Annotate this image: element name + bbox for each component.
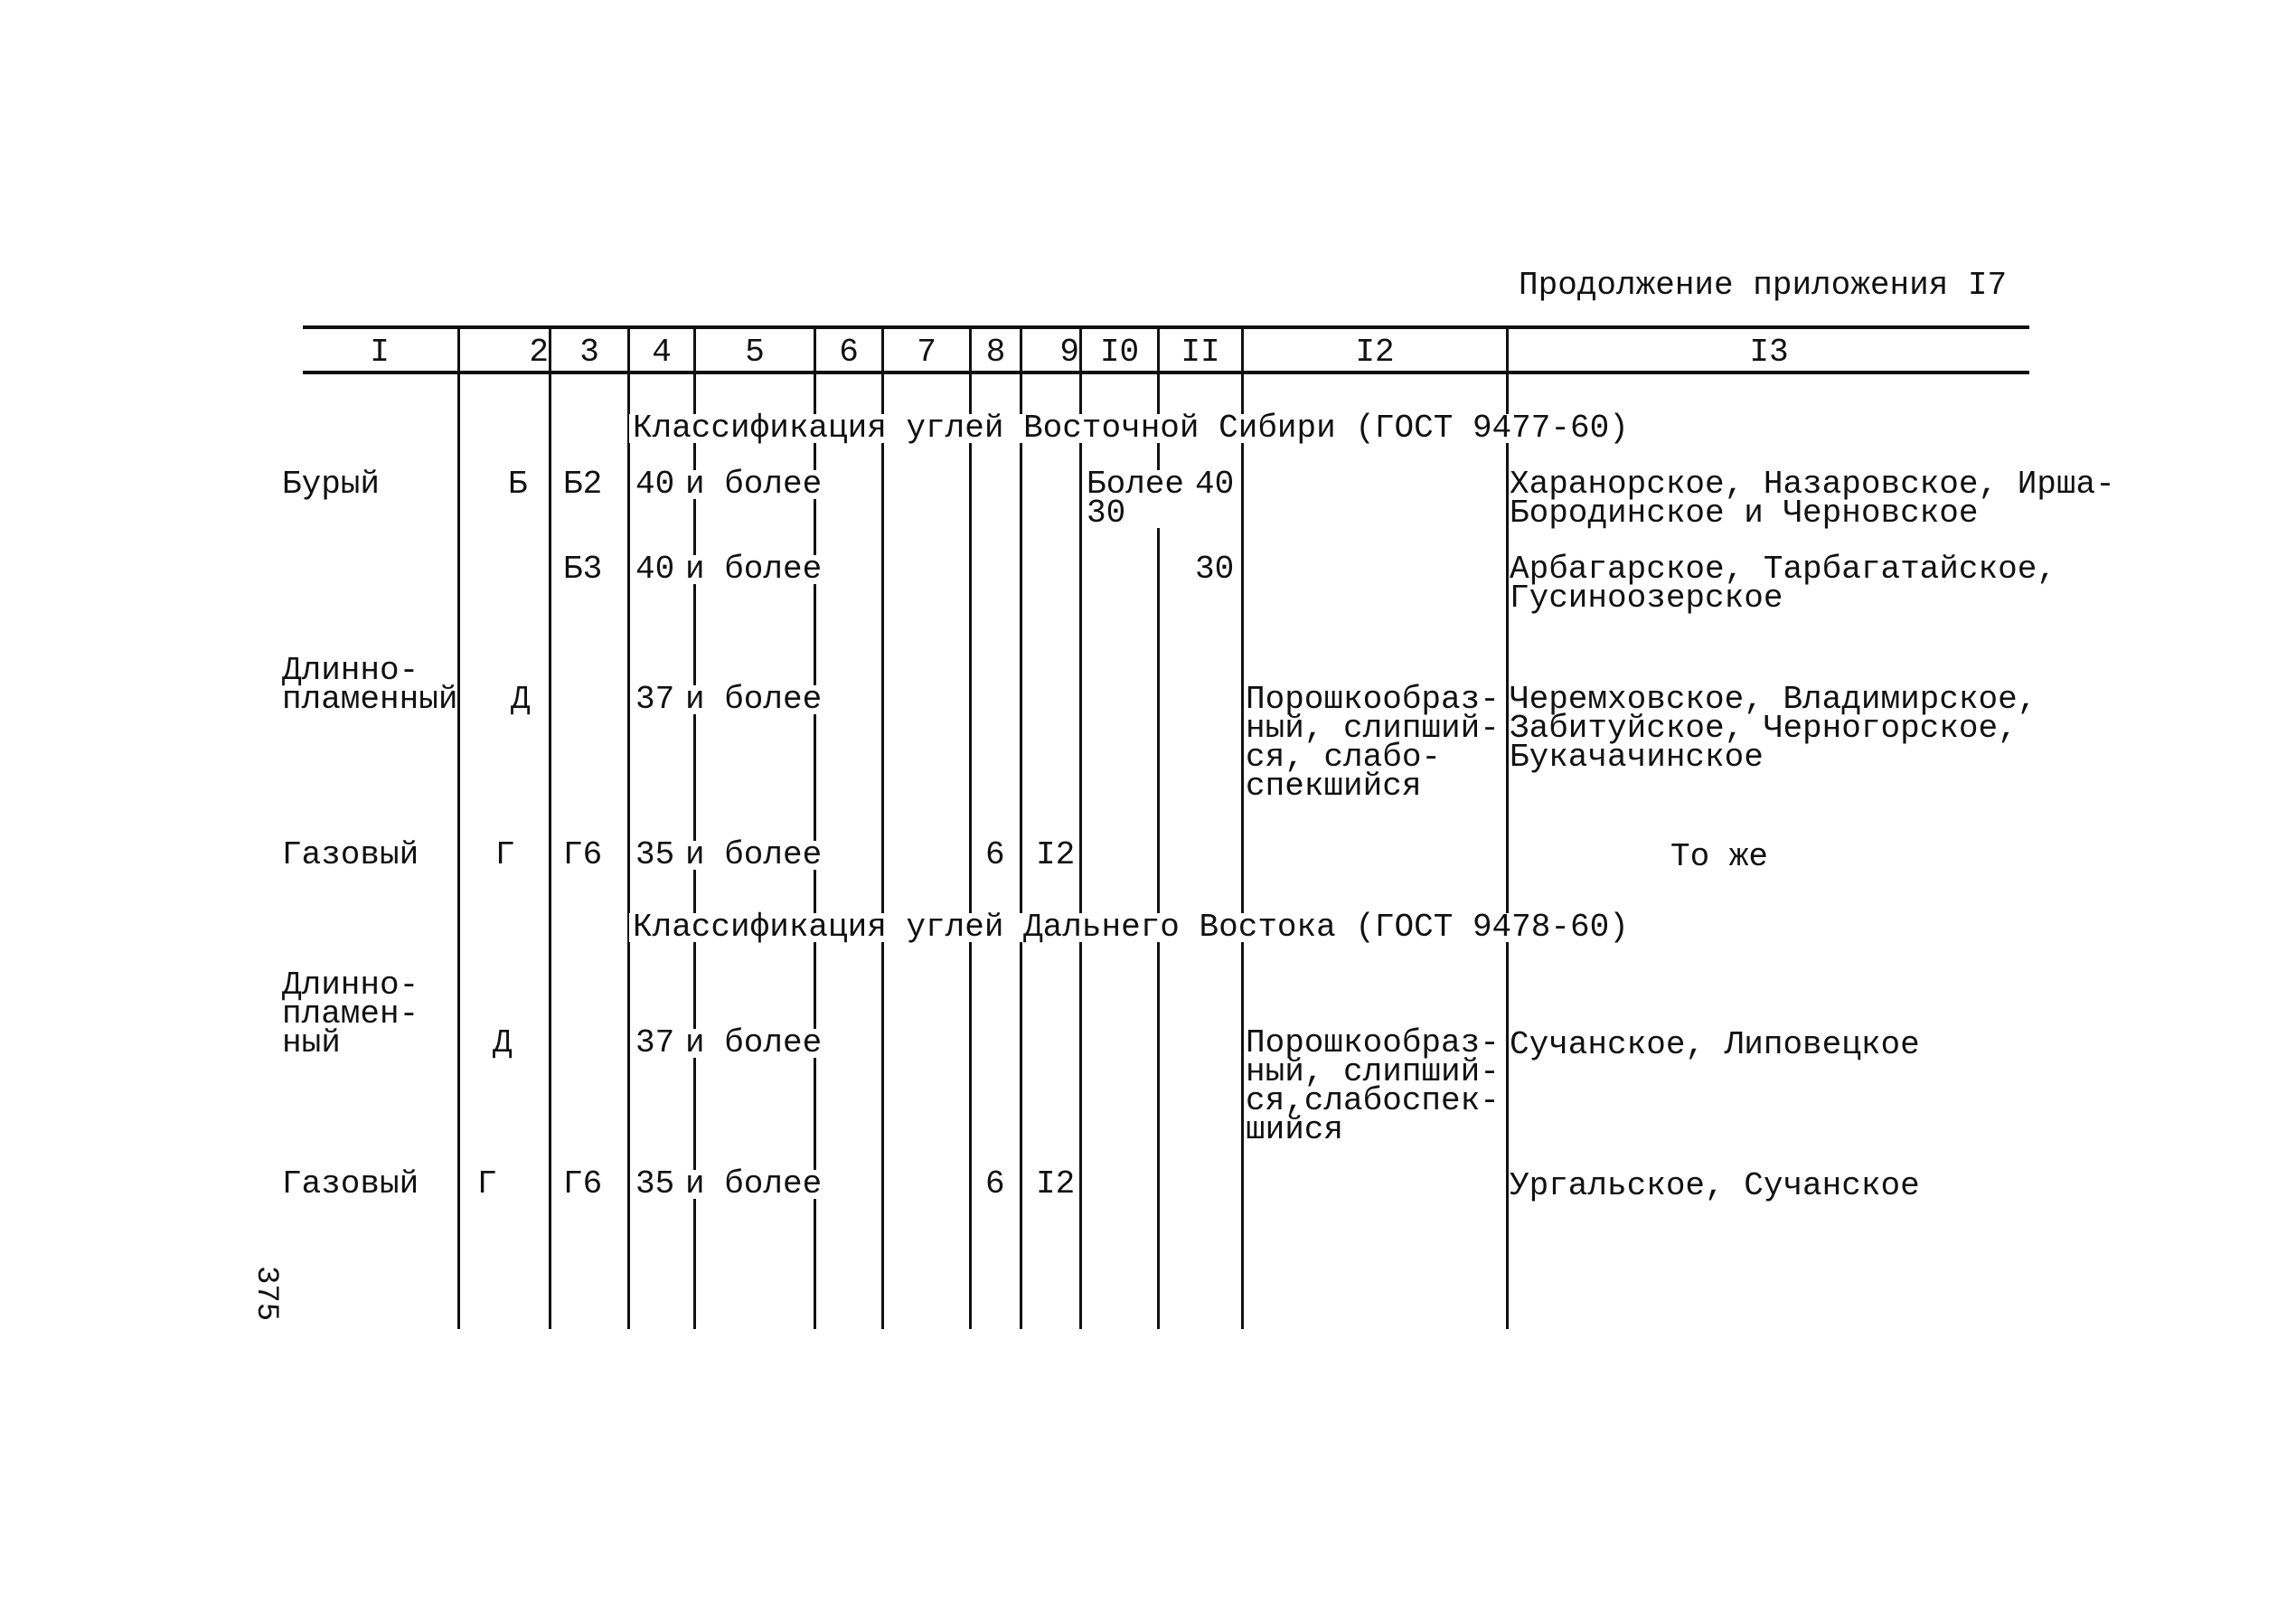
row1-col11: 40	[1195, 466, 1235, 503]
row5-name-line3: ный	[282, 1024, 341, 1061]
row3-col13-line2: Забитуйское, Черногорское,	[1510, 710, 2018, 747]
page-number: 375	[249, 1266, 283, 1322]
row3-name	[282, 652, 458, 718]
header-top-rule	[303, 325, 2029, 329]
row6-col9: I2	[1036, 1165, 1076, 1202]
row5-name-line1: Длинно-	[282, 967, 419, 1004]
row3-col5: и более	[685, 681, 823, 718]
row2-col3: Б3	[563, 551, 603, 588]
row4-col8: 6	[985, 836, 1005, 873]
col-header-12: I2	[1355, 334, 1395, 371]
row2-col5: и более	[685, 551, 823, 588]
row6-name: Газовый	[282, 1165, 419, 1202]
col-header-2: 2	[529, 334, 549, 371]
row4-col3: Г6	[563, 836, 603, 873]
col-header-5: 5	[745, 334, 765, 371]
row5-col5: и более	[685, 1024, 823, 1061]
row1-col2: Б	[508, 466, 528, 503]
row1-col13-line1: Харанорское, Назаровское, Ирша-	[1510, 466, 2115, 503]
row1-col10	[1087, 466, 1185, 532]
row5-name	[282, 967, 419, 1061]
col-header-9: 9	[1059, 334, 1079, 371]
row1-col5: и более	[685, 466, 823, 503]
row3-col12-line3: ся, слабо-	[1246, 739, 1442, 776]
row5-col13: Сучанское, Липовецкое	[1510, 1026, 1920, 1063]
row6-col3: Г6	[563, 1165, 603, 1202]
row6-col4: 35	[635, 1165, 675, 1202]
row1-col10-line1: Более	[1087, 466, 1185, 503]
row3-col13-line3: Букачачинское	[1510, 739, 1764, 776]
col-header-6: 6	[839, 334, 859, 371]
row4-col5: и более	[685, 836, 823, 873]
row3-col2: Д	[511, 681, 531, 718]
row1-col3: Б2	[563, 466, 603, 503]
row1-col10-line2: 30	[1087, 495, 1126, 532]
row3-col12	[1246, 681, 1500, 805]
col-divider	[457, 327, 460, 1329]
col-header-10: I0	[1099, 334, 1140, 371]
row3-col12-line4: спекшийся	[1246, 768, 1422, 805]
col-header-8: 8	[985, 334, 1006, 371]
col-divider	[1506, 327, 1509, 1329]
col-divider	[1020, 327, 1022, 1329]
row3-col12-line1: Порошкообраз-	[1246, 681, 1500, 718]
col-divider	[1241, 327, 1244, 1329]
row2-col13	[1510, 551, 2056, 617]
col-divider	[549, 327, 551, 1329]
row2-col13-line2: Гусиноозерское	[1510, 580, 1783, 617]
row3-col12-line2: ный, слипший-	[1246, 710, 1500, 747]
row4-col2: Г	[495, 836, 515, 873]
row5-col2: Д	[493, 1024, 513, 1061]
col-divider	[1079, 327, 1082, 1329]
row4-col9: I2	[1036, 836, 1076, 873]
row1-col13	[1510, 466, 2115, 532]
row5-col12-line2: ный, слипший-	[1246, 1053, 1500, 1090]
row5-col12	[1246, 1024, 1500, 1148]
col-header-7: 7	[917, 334, 936, 371]
row5-col12-line4: шийся	[1246, 1111, 1344, 1148]
col-header-1: I	[370, 334, 390, 371]
row4-col4: 35	[635, 836, 675, 873]
row2-col13-line1: Арбагарское, Тарбагатайское,	[1510, 551, 2056, 588]
row5-col12-line1: Порошкообраз-	[1246, 1024, 1500, 1061]
col-divider	[627, 327, 630, 1329]
row5-col4: 37	[635, 1024, 675, 1061]
col-divider	[969, 327, 972, 1329]
col-header-3: 3	[579, 334, 599, 371]
col-header-13: I3	[1749, 334, 1789, 371]
row2-col4: 40	[635, 551, 675, 588]
row1-name: Бурый	[282, 466, 381, 503]
row3-col4: 37	[635, 681, 675, 718]
col-header-4: 4	[652, 334, 672, 371]
row1-col13-line2: Бородинское и Черновское	[1510, 495, 1979, 532]
col-divider	[881, 327, 884, 1329]
row4-col13: То же	[1670, 838, 1769, 875]
row5-col12-line3: ся,слабоспек-	[1246, 1082, 1500, 1119]
row4-name: Газовый	[282, 836, 419, 873]
row1-col4: 40	[635, 466, 675, 503]
row2-col11: 30	[1195, 551, 1235, 588]
row6-col2: Г	[477, 1165, 497, 1202]
section-title-far-east: Классификация углей Дальнего Востока (ГОСТ 9478-60)	[629, 913, 1633, 942]
row6-col5: и более	[685, 1165, 823, 1202]
col-header-11: II	[1181, 334, 1220, 371]
row3-col13	[1510, 681, 2037, 776]
row6-col13: Ургальское, Сучанское	[1510, 1167, 1920, 1204]
row3-name-line1: Длинно-	[282, 652, 419, 689]
appendix-caption: Продолжение приложения I7	[1519, 267, 2008, 304]
row3-name-line2: пламенный	[282, 681, 458, 718]
row5-name-line2: пламен-	[282, 995, 419, 1033]
section-title-east-siberia: Классификация углей Восточной Сибири (ГОСТ 9477-60)	[629, 414, 1633, 443]
row6-col8: 6	[985, 1165, 1005, 1202]
row3-col13-line1: Черемховское, Владимирское,	[1510, 681, 2037, 718]
header-bottom-rule	[303, 371, 2029, 374]
